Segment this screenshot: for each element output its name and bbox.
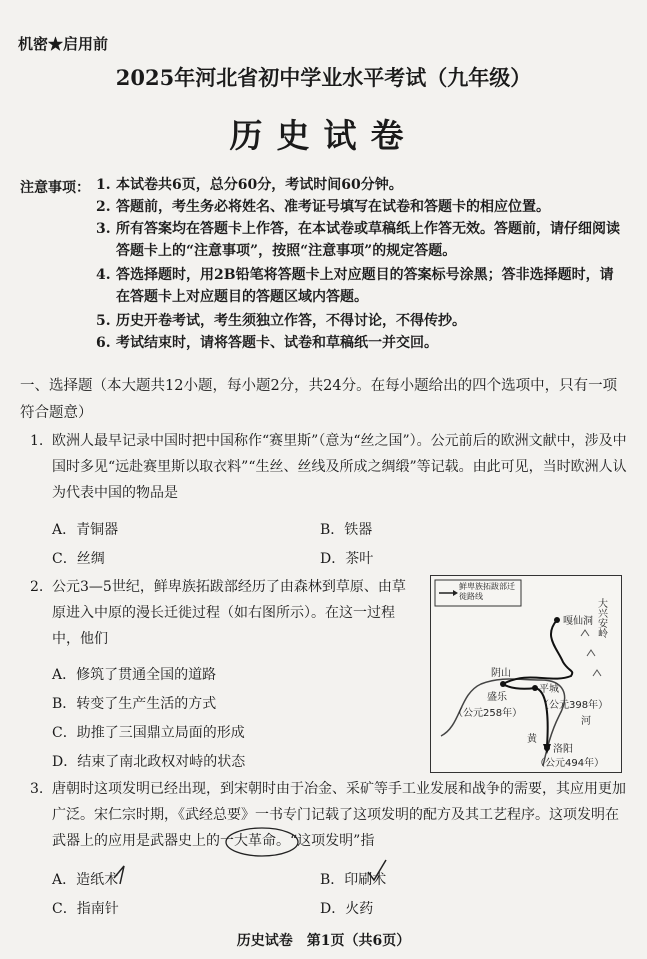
option-c: C．助推了三国鼎立局面的形成 (52, 725, 245, 741)
paper-title: 历史试卷 (229, 116, 418, 155)
option-c: C．丝绸 (52, 551, 105, 567)
place-luoyang-year: （公元494年） (535, 758, 605, 769)
option-b: B．转变了生产生活的方式 (52, 696, 217, 712)
exam-title: 2025年河北省初中学业水平考试（九年级） (115, 65, 532, 90)
note-text: 历史开卷考试，考生须独立作答，不得讨论，不得传抄。 (116, 313, 466, 329)
pen-circle-mark (226, 828, 298, 856)
note-text: 答选择题时，用2B铅笔将答题卡上对应题目的答案标号涂黑；答非选择题时，请在答题卡上对应题目的答题区域内答题。 (116, 267, 614, 305)
question-stem: 唐朝时这项发明已经出现，到宋朝时由于冶金、采矿等手工业发展和战争的需要，其应用更加广泛。宋仁宗时期，《武经总要》一书专门记载了这项发明的配方及其工艺程序。这项发明在武器上的应用是武器史上的一大革命。“这项发明”指 (52, 781, 626, 849)
pen-check-mark (368, 860, 386, 880)
option-d: D．茶叶 (320, 551, 374, 567)
place-daxinganling: 大兴安岭 (595, 598, 607, 638)
question-stem: 欧洲人最早记录中国时把中国称作“赛里斯”（意为“丝之国”）。公元前后的欧洲文献中，涉及中国时多见“远赴赛里斯以取衣料”“生丝、丝线及所成之绸缎”等记载。由此可见，当时欧洲人认为代表中国的物品是 (52, 433, 627, 501)
note-text: 所有答案均在答题卡上作答，在本试卷或草稿纸上作答无效。答题前，请仔细阅读答题卡上的“注意事项”，按照“注意事项”的规定答题。 (116, 221, 620, 259)
note-text: 考试结束时，请将答题卡、试卷和草稿纸一并交回。 (116, 335, 438, 351)
option-a: A．造纸术 (52, 872, 119, 888)
section-heading: 一、选择题（本大题共12小题，每小题2分，共24分。在每小题给出的四个选项中，只有一项符合题意） (20, 378, 618, 421)
place-gaxian: 嘎仙洞 (563, 616, 593, 627)
question-stem: 公元3—5世纪，鲜卑族拓跋部经历了由森林到草原、由草原进入中原的漫长迁徙过程（如右图所示）。在这一过程中，他们 (52, 579, 406, 647)
note-number: 2. (96, 199, 111, 215)
note-number: 5. (96, 313, 111, 329)
note-number: 3. (96, 221, 111, 237)
notes-label: 注意事项： (20, 180, 90, 196)
option-b: B．铁器 (320, 522, 373, 538)
place-yinshan: 阴山 (491, 668, 511, 679)
note-text: 本试卷共6页，总分60分，考试时间60分钟。 (116, 177, 403, 193)
option-d: D．结束了南北政权对峙的状态 (52, 754, 246, 770)
question-number: 3. (30, 781, 44, 797)
question-number: 2. (30, 579, 44, 595)
option-c: C．指南针 (52, 901, 119, 917)
note-number: 1. (96, 177, 111, 193)
option-a: A．青铜器 (52, 522, 119, 538)
page-footer: 历史试卷 第1页（共6页） (236, 933, 411, 949)
note-text: 答题前，考生务必将姓名、准考证号填写在试卷和答题卡的相应位置。 (116, 199, 550, 215)
place-pingcheng: 平城 (539, 684, 559, 695)
pen-check-mark (114, 866, 124, 884)
place-pingcheng-year: （公元398年） (539, 700, 609, 711)
place-luoyang: 洛阳 (553, 744, 573, 755)
river-label-he: 河 (581, 716, 591, 727)
option-a: A．修筑了贯通全国的道路 (52, 667, 217, 683)
option-d: D．火药 (320, 901, 374, 917)
question-number: 1. (30, 433, 44, 449)
place-shengle: 盛乐 (487, 692, 507, 703)
river-label-huang: 黄 (527, 734, 537, 745)
place-shengle-year: （公元258年） (453, 708, 523, 719)
legend-text: 鲜卑族拓跋部迁徙路线 (459, 582, 515, 601)
note-number: 4. (96, 267, 111, 283)
secret-label: 机密★启用前 (18, 35, 109, 53)
option-b: B．印刷术 (320, 872, 387, 888)
note-number: 6. (96, 335, 111, 351)
